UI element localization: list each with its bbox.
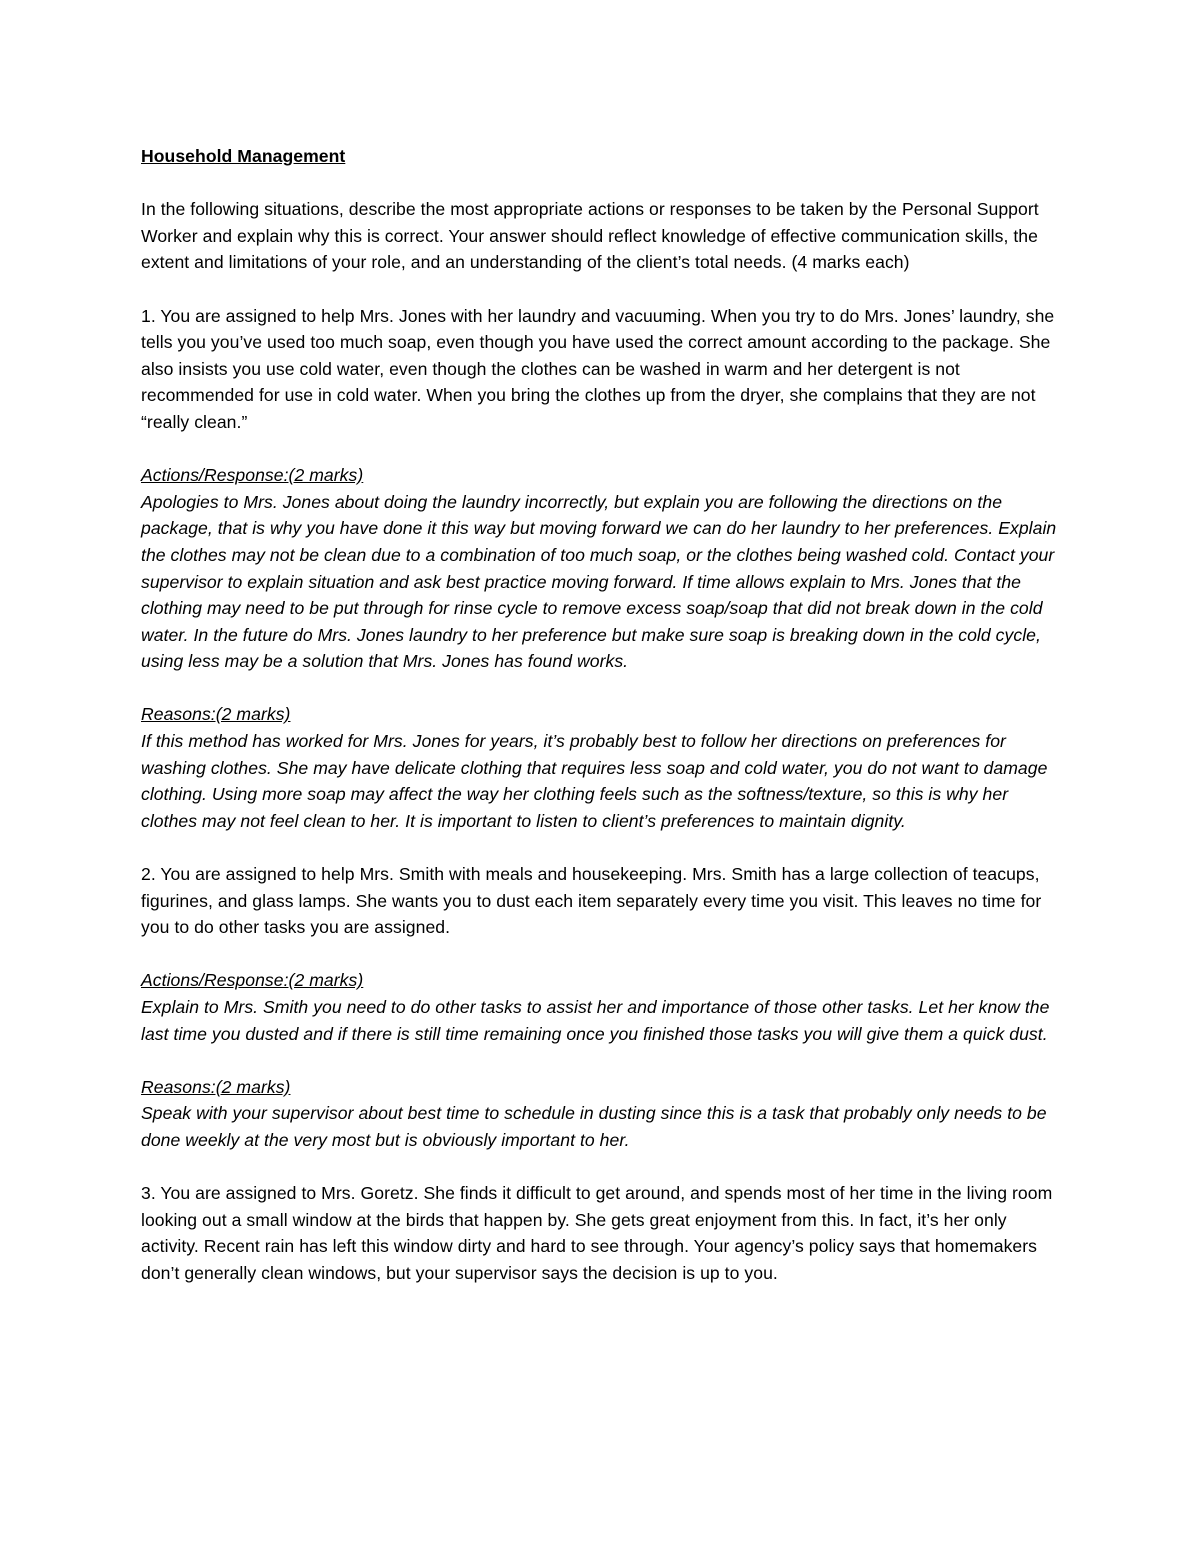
question-2-actions-text: Explain to Mrs. Smith you need to do other tasks to assist her and importance of those other tasks. Let her know the last time you dusted and if there is still time remaining once you finished those tasks you will give them a quick dust. [141, 997, 1050, 1044]
document-page [141, 143, 1061, 1287]
question-1-actions-heading: Actions/Response:(2 marks) [141, 465, 364, 486]
question-3-text: 3. You are assigned to Mrs. Goretz. She finds it difficult to get around, and spends most of her time in the living room looking out a small window at the birds that happen by. She gets great enjoyment from this. In fact, it’s her only activity. Recent rain has left this window dirty and hard to see through. Your agency’s policy says that homemakers don’t generally clean windows, but your supervisor says the decision is up to you. [141, 1183, 1053, 1283]
question-2-actions-heading: Actions/Response:(2 marks) [141, 970, 364, 991]
question-1-actions-text: Apologies to Mrs. Jones about doing the laundry incorrectly, but explain you are following the directions on the package, that is why you have done it this way but moving forward we can do her laundry to her preferences. Explain the clothes may not be clean due to a combination of too much soap, or the clothes being washed cold. Contact your supervisor to explain situation and ask best practice moving forward. If time allows explain to Mrs. Jones that the clothing may need to be put through for rinse cycle to remove excess soap/soap that did not break down in the cold water. In the future do Mrs. Jones laundry to her preference but make sure soap is breaking down in the cold cycle, using less may be a solution that Mrs. Jones has found works. [141, 491, 1057, 672]
question-2-reasons-text: Speak with your supervisor about best time to schedule in dusting since this is a task that probably only needs to be done weekly at the very most but is obviously important to her. [141, 1103, 1047, 1150]
question-1-reasons-heading: Reasons:(2 marks) [141, 704, 291, 725]
question-2-text: 2. You are assigned to help Mrs. Smith with meals and housekeeping. Mrs. Smith has a large collection of teacups, figurines, and glass lamps. She wants you to dust each item separately every time you visit. This leaves no time for you to do other tasks you are assigned. [141, 864, 1042, 938]
question-2-reasons-heading: Reasons:(2 marks) [141, 1076, 291, 1097]
instructions-paragraph: In the following situations, describe the most appropriate actions or responses to be taken by the Personal Support Worker and explain why this is correct. Your answer should reflect knowledge of effective communication skills, the extent and limitations of your role, and an understanding of the client’s total needs. (4 marks each) [141, 199, 1039, 273]
document-title: Household Management [141, 146, 346, 166]
question-1-text: 1. You are assigned to help Mrs. Jones with her laundry and vacuuming. When you try to do Mrs. Jones’ laundry, she tells you you’ve used too much soap, even though you have used the correct amount according to the package. She also insists you use cold water, even though the clothes can be washed in warm and her detergent is not recommended for use in cold water. When you bring the clothes up from the dryer, she complains that they are not “really clean.” [141, 305, 1055, 432]
question-1-reasons-text: If this method has worked for Mrs. Jones for years, it’s probably best to follow her directions on preferences for washing clothes. She may have delicate clothing that requires less soap and cold water, you do not want to damage clothing. Using more soap may affect the way her clothing feels such as the softness/texture, so this is why her clothes may not feel clean to her. It is important to listen to client’s preferences to maintain dignity. [141, 731, 1048, 831]
